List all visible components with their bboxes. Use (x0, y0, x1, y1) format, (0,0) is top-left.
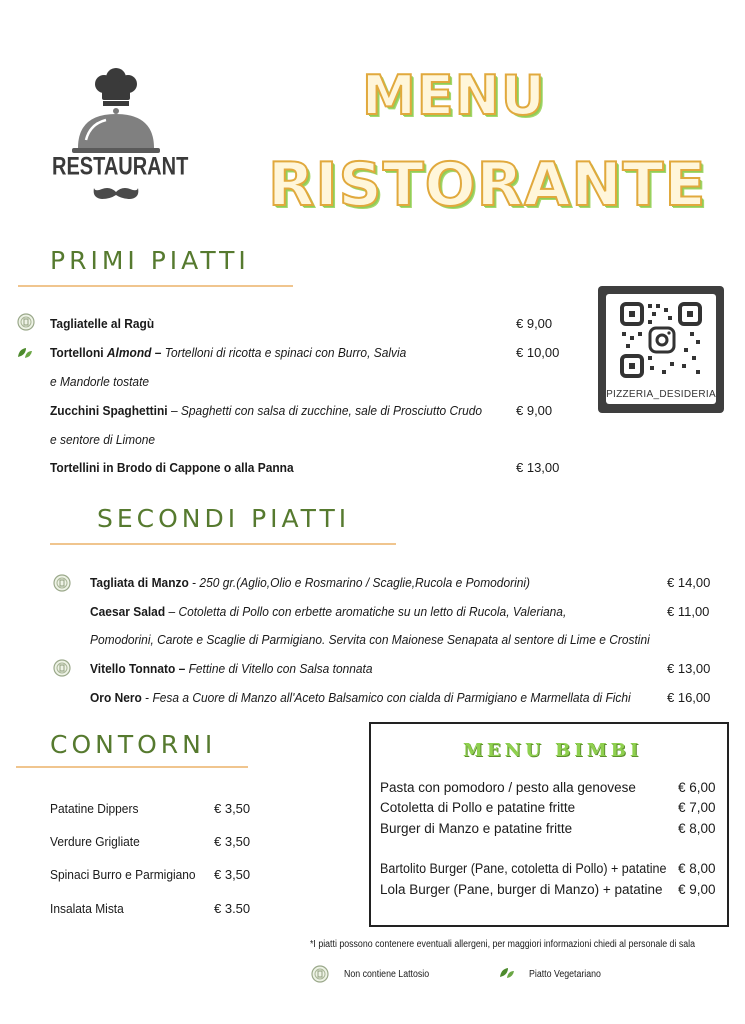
vegetarian-leaf-icon (17, 347, 33, 359)
allergen-note: *I piatti possono contenere eventuali allergeni, per maggiori informazioni chiedi al personale di sala (310, 939, 695, 950)
bimbi-item-5: Lola Burger (Pane, burger di Manzo) + patatine (380, 882, 663, 897)
mustache-icon (92, 186, 140, 204)
secondi-item-2-desc2: Pomodorini, Carote e Scaglie di Parmigiano. Servita con Maionese Senapata al sentore di Lime e Crostini (90, 632, 650, 647)
contorni-item-2-price: € 3,50 (214, 834, 251, 849)
secondi-item-2: Caesar Salad – Cotoletta di Pollo con erbette aromatiche su un letto di Rucola, Valeriana, (90, 604, 567, 619)
qr-code-icon (606, 294, 716, 384)
lactose-free-icon (53, 574, 71, 592)
primi-item-2-price: € 10,00 (516, 345, 560, 360)
secondi-rule (50, 543, 396, 545)
secondi-item-1: Tagliata di Manzo - 250 gr.(Aglio,Olio e Rosmarino / Scaglie,Rucola e Pomodorini) (90, 575, 531, 590)
contorni-item-1-price: € 3,50 (214, 801, 251, 816)
bimbi-item-3-price: € 8,00 (678, 821, 716, 836)
primi-item-3-price: € 9,00 (516, 403, 553, 418)
bimbi-item-3: Burger di Manzo e patatine fritte (380, 821, 573, 836)
restaurant-logo (52, 68, 189, 208)
primi-item-3-desc2: e sentore di Limone (50, 432, 156, 447)
logo-text: RESTAURANT (52, 153, 189, 181)
contorni-item-2: Verdure Grigliate (50, 834, 140, 849)
secondi-heading: SECONDI PIATTI (97, 504, 351, 533)
vegetarian-leaf-icon (499, 967, 515, 979)
lactose-free-icon (311, 965, 329, 983)
bimbi-item-4: Bartolito Burger (Pane, cotoletta di Pollo) + patatine (380, 861, 667, 876)
bimbi-heading: MENU BIMBI (463, 740, 643, 761)
lactose-free-icon (53, 659, 71, 677)
bimbi-item-4-price: € 8,00 (678, 861, 716, 876)
primi-item-4-price: € 13,00 (516, 460, 560, 475)
bimbi-item-1: Pasta con pomodoro / pesto alla genovese (380, 780, 636, 795)
menu-title-line1: MENU (362, 64, 546, 127)
secondi-item-4: Oro Nero - Fesa a Cuore di Manzo all'Aceto Balsamico con cialda di Parmigiano e Marmellata di Fichi (90, 690, 631, 705)
legend-lactose-free: Non contiene Lattosio (344, 969, 430, 980)
secondi-item-4-price: € 16,00 (667, 690, 711, 705)
primi-item-2: Tortelloni Almond – Tortelloni di ricotta e spinaci con Burro, Salvia (50, 345, 407, 360)
contorni-item-1: Patatine Dippers (50, 801, 139, 816)
primi-heading: PRIMI PIATTI (50, 246, 250, 275)
primi-item-1-price: € 9,00 (516, 316, 553, 331)
bimbi-item-5-price: € 9,00 (678, 882, 716, 897)
secondi-item-2-price: € 11,00 (667, 604, 710, 619)
bimbi-item-2-price: € 7,00 (678, 800, 716, 815)
lactose-free-icon (17, 313, 35, 331)
secondi-item-3: Vitello Tonnato – Fettine di Vitello con Salsa tonnata (90, 661, 373, 676)
primi-item-4: Tortellini in Brodo di Cappone o alla Panna (50, 460, 294, 475)
contorni-item-3-price: € 3,50 (214, 867, 251, 882)
secondi-item-3-price: € 13,00 (667, 661, 711, 676)
contorni-item-4-price: € 3.50 (214, 901, 251, 916)
primi-item-3: Zucchini Spaghettini – Spaghetti con salsa di zucchine, sale di Prosciutto Crudo (50, 403, 483, 418)
contorni-item-3: Spinaci Burro e Parmigiano (50, 867, 196, 882)
primi-rule (18, 285, 293, 287)
instagram-qr-code[interactable] (598, 286, 724, 413)
contorni-item-4: Insalata Mista (50, 901, 124, 916)
qr-label: PIZZERIA_DESIDERIA (606, 389, 716, 400)
bimbi-item-2: Cotoletta di Pollo e patatine fritte (380, 800, 576, 815)
contorni-rule (16, 766, 248, 768)
bimbi-item-1-price: € 6,00 (678, 780, 716, 795)
legend-vegetarian: Piatto Vegetariano (529, 969, 601, 980)
primi-item-1: Tagliatelle al Ragù (50, 316, 155, 331)
primi-item-2-desc2: e Mandorle tostate (50, 374, 150, 389)
secondi-item-1-price: € 14,00 (667, 575, 711, 590)
menu-title-line2: RISTORANTE (268, 150, 707, 220)
contorni-heading: CONTORNI (50, 730, 217, 759)
cloche-chef-hat-icon (52, 68, 180, 158)
